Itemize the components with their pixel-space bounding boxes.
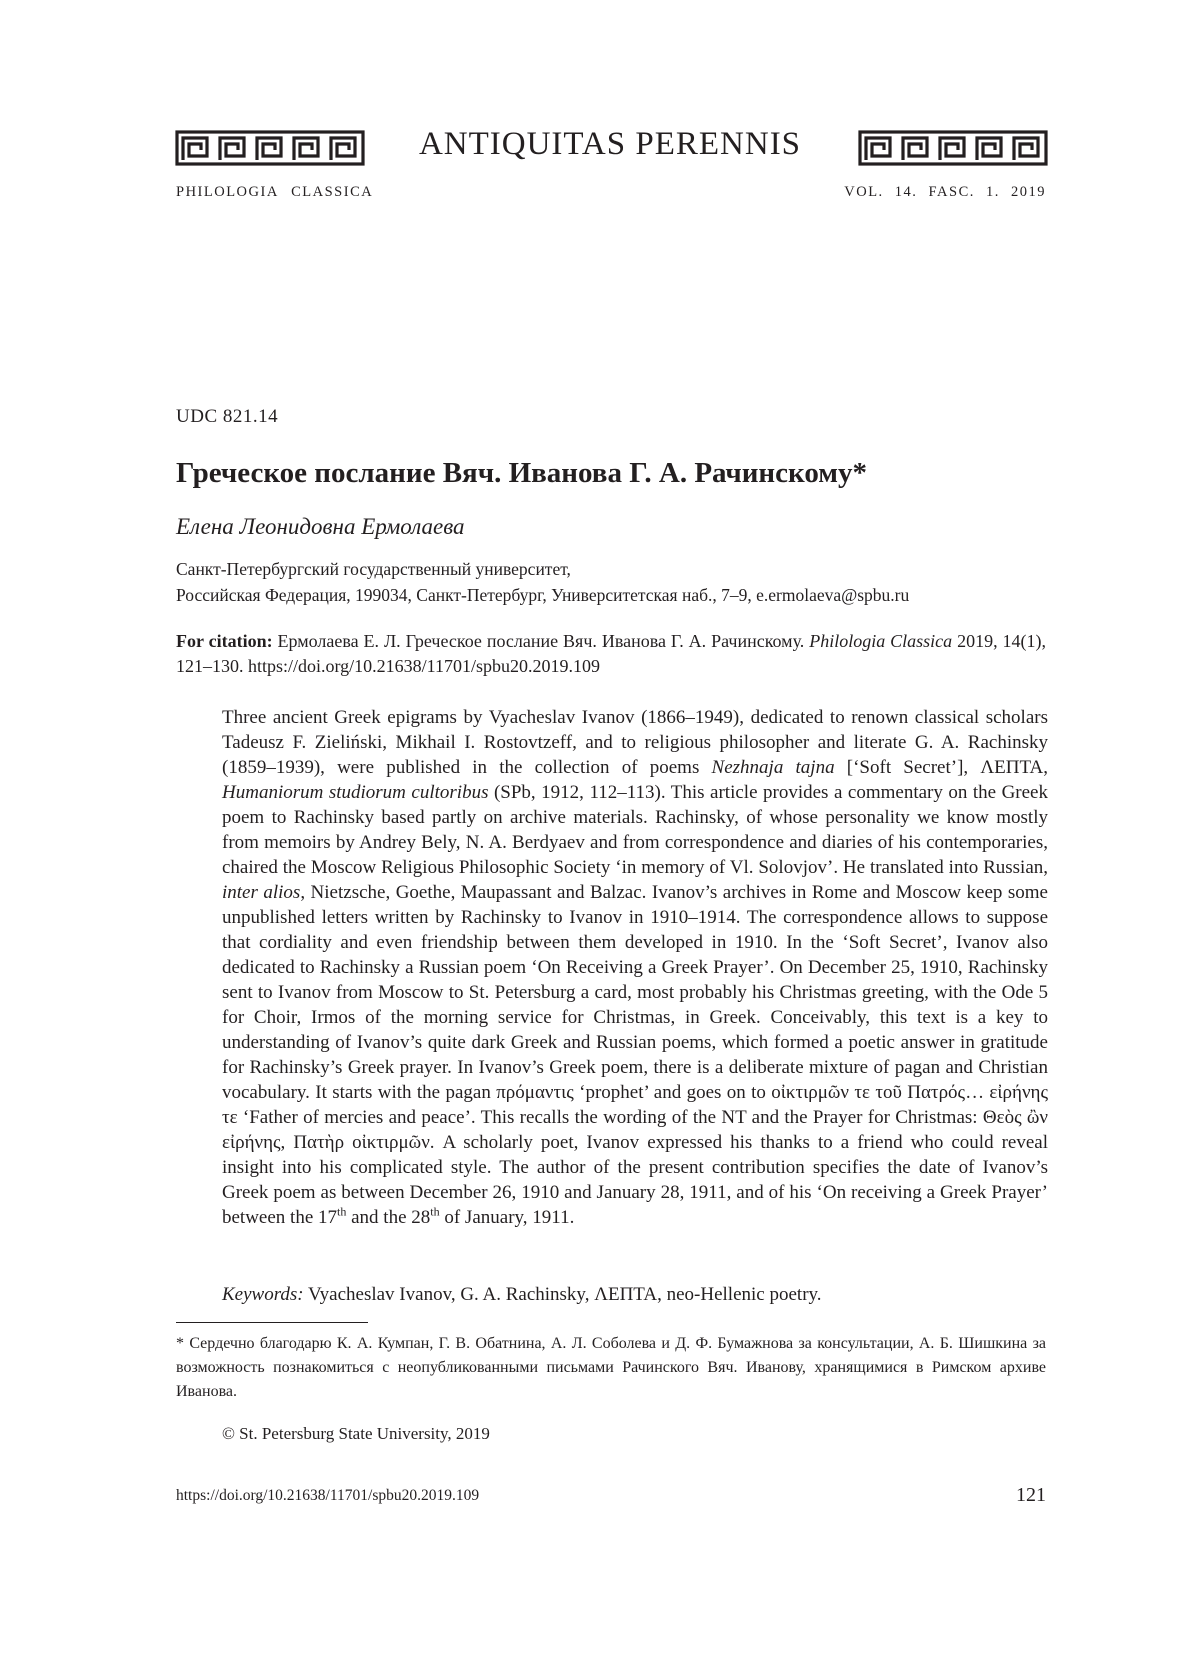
journal-series: PHILOLOGIA CLASSICA xyxy=(176,184,374,200)
udc-code: UDC 821.14 xyxy=(176,406,279,427)
citation-journal: Philologia Classica xyxy=(809,631,953,651)
abstract-italic: Nezhnaja tajna xyxy=(711,757,835,778)
abstract-text: Three ancient Greek epigrams by Vyacheslav Ivanov (1866–1949), dedicated to renown classical scholars Tadeusz F. Zieliński, Mikhail I. Rostovtzeff, and to religious philosopher and literate G. A. Rachinsky (1859–1939), were published in the collection of poems xyxy=(222,707,1048,778)
meander-ornament-left-icon xyxy=(175,130,365,166)
abstract-text: [‘Soft Secret’], ΛΕΠΤΑ, xyxy=(834,757,1049,778)
author-name: Елена Леонидовна Ермолаева xyxy=(176,514,465,539)
abstract-text: and the 28 xyxy=(346,1207,431,1228)
abstract-text: , Nietzsche, Goethe, Maupassant and Balzac. Ivanov’s archives in Rome and Moscow keep some unpublished letters written by Rachinsky to Ivanov in 1910–1914. The correspondence allows to suppose that cordiality and even friendship between them developed in 1910. In the ‘Soft Secret’, Ivanov also dedicated to Rachinsky a Russian poem ‘On Receiving a Greek Prayer’. On December 25, 1910, Rachinsky sent to Ivanov from Moscow to St. Petersburg a card, most probably his Christmas greeting, with the Ode 5 for Choir, Irmos of the morning service for Christmas, in Greek. Conceivably, this text is a key to understanding of Ivanov’s quite dark Greek and Russian poems, which formed a poetic answer in gratitude for Rachinsky’s Greek prayer. In Ivanov’s Greek poem, there is a deliberate mixture of pagan and Christian vocabulary. It starts with the pagan πρόμαντις ‘prophet’ and goes on to οἰκτιρμῶν τε τοῦ Πατρός… εἰρήνης τε ‘Father of mercies and peace’. This recalls the wording of the NT and the Prayer for Christmas: Θεὸς ὢν εἰρήνης, Πατὴρ οἰκτιρμῶν. A scholarly poet, Ivanov expressed his thanks to a friend who could reveal insight into his complicated style. The author of the present contribution specifies the date of Ivanov’s Greek poem as between December 26, 1910 and January 28, 1911, and of his ‘On receiving a Greek Prayer’ between the 17 xyxy=(222,882,1048,1228)
journal-title: ANTIQUITAS PERENNIS xyxy=(418,126,802,162)
affiliation-line: Российская Федерация, 199034, Санкт-Петербург, Университетская наб., 7–9, e.ermolaeva@spbu.ru xyxy=(176,585,910,605)
abstract-italic: Humaniorum studiorum cultoribus xyxy=(222,782,489,803)
citation-block xyxy=(176,629,1046,679)
footnote: * Сердечно благодарю К. А. Кумпан, Г. В. Обатнина, А. Л. Соболева и Д. Ф. Бумажнова за консультации, А. Б. Шишкина за возможность познакомиться с неопубликованными письмами Рачинского Вяч. Иванову, хранящимися в Римском архиве Иванова. xyxy=(176,1335,1046,1400)
article-title: Греческое послание Вяч. Иванова Г. А. Рачинскому* xyxy=(176,457,868,489)
citation-text: 2019, 14(1), 121–130. https://doi.org/10.21638/11701/spbu20.2019.109 xyxy=(176,631,1046,676)
citation-label: For citation: xyxy=(176,631,273,651)
citation-text: Ермолаева Е. Л. Греческое послание Вяч. Иванова Г. А. Рачинскому. xyxy=(272,631,810,651)
keywords-text: Vyacheslav Ivanov, G. A. Rachinsky, ΛΕΠΤΑ, neo-Hellenic poetry. xyxy=(303,1284,822,1305)
affiliation-line: Санкт-Петербургский государственный университет, xyxy=(176,559,571,579)
footer-doi-link[interactable]: https://doi.org/10.21638/11701/spbu20.2019.109 xyxy=(176,1487,480,1504)
abstract-italic: inter alios xyxy=(222,882,301,903)
page-number: 121 xyxy=(1016,1484,1046,1506)
copyright: © St. Petersburg State University, 2019 xyxy=(222,1424,490,1443)
footnote-divider xyxy=(176,1322,368,1323)
abstract xyxy=(222,705,1048,1230)
abstract-superscript: th xyxy=(337,1204,347,1219)
abstract-superscript: th xyxy=(430,1204,440,1219)
author-affiliation xyxy=(176,556,1056,608)
keywords-label: Keywords: xyxy=(222,1284,304,1305)
journal-issue: VOL. 14. FASC. 1. 2019 xyxy=(844,184,1046,200)
keywords xyxy=(222,1282,1048,1307)
abstract-text: of January, 1911. xyxy=(439,1207,575,1228)
meander-ornament-right-icon xyxy=(858,130,1048,166)
abstract-text: (SPb, 1912, 112–113). This article provides a commentary on the Greek poem to Rachinsky based partly on archive materials. Rachinsky, of whose personality we know mostly from memoirs by Andrey Bely, N. A. Berdyaev and from correspondence and diaries of his contemporaries, chaired the Moscow Religious Philosophic Society ‘in memory of Vl. Solovjov’. He translated into Russian, xyxy=(222,782,1048,878)
